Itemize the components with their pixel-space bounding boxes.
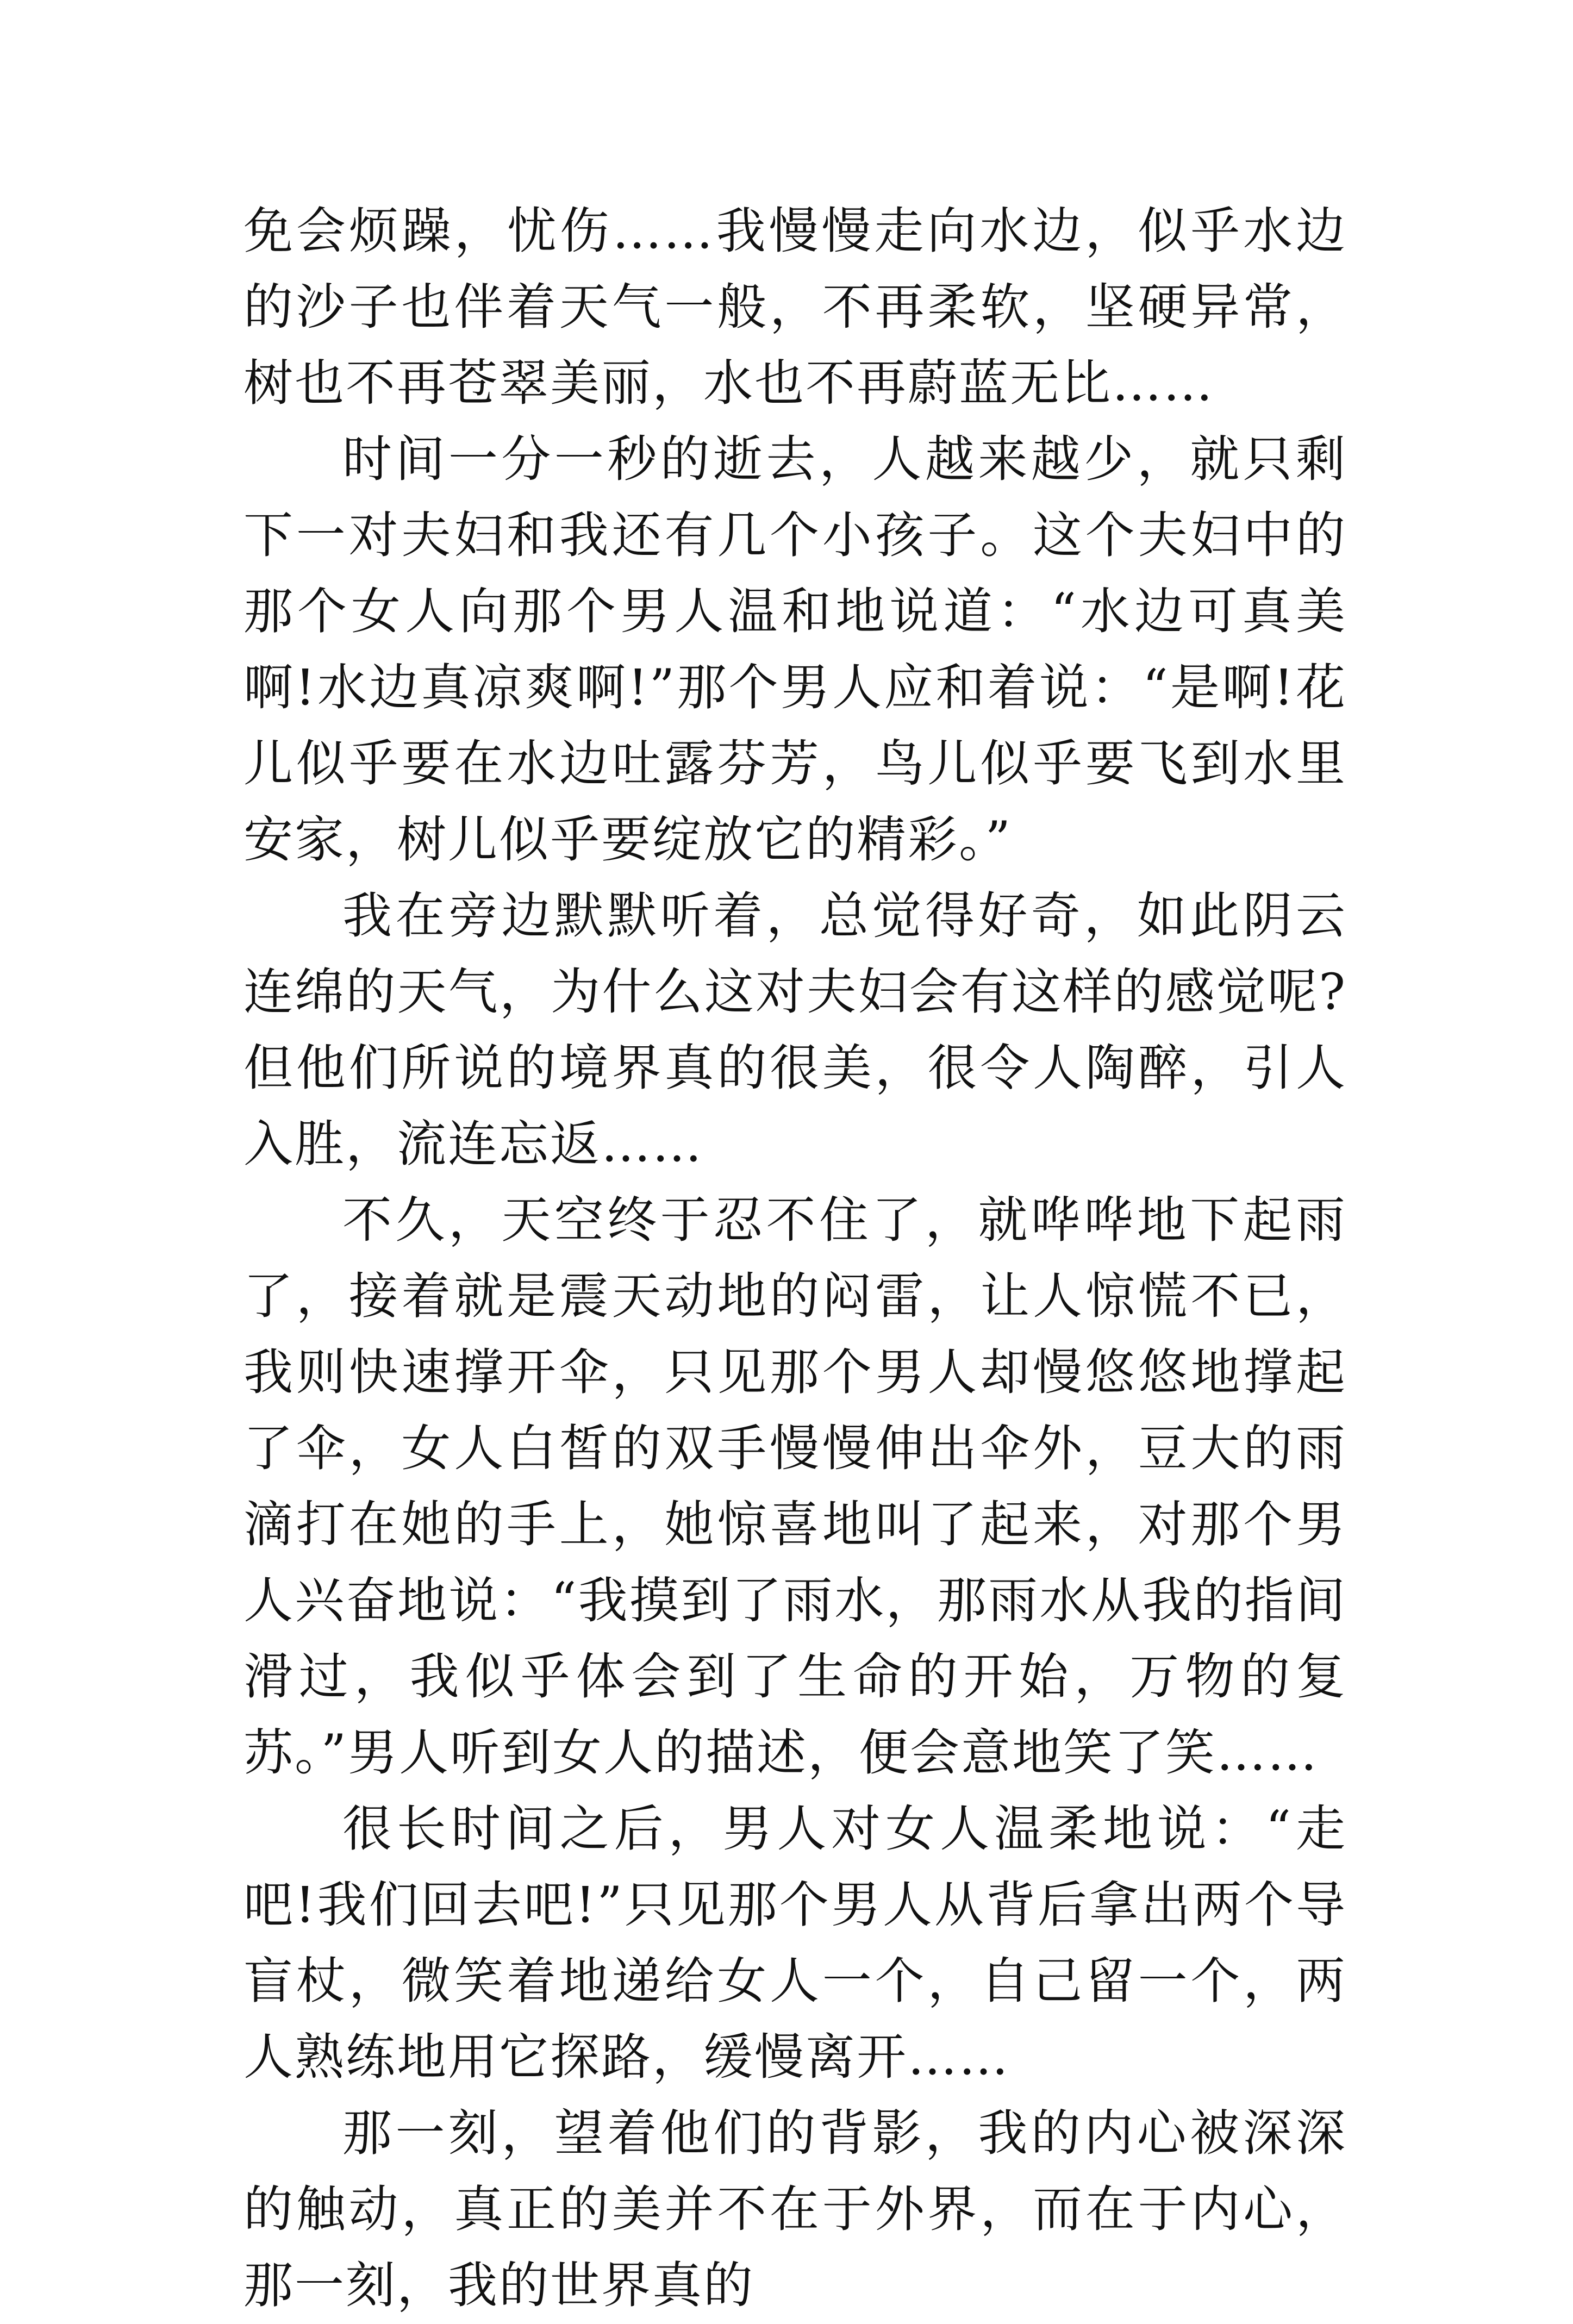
paragraph: 那一刻，望着他们的背影，我的内心被深深的触动，真正的美并不在于外界，而在于内心，那一刻，我的世界真的 [244, 2105, 1347, 2314]
paragraph-continued: 免会烦躁，忧伤……我慢慢走向水边，似乎水边的沙子也伴着天气一般，不再柔软，坚硬异常，树也不再苍翠美丽，水也不再蔚蓝无比…… [244, 203, 1347, 412]
paragraph: 不久，天空终于忍不住了，就哗哗地下起雨了，接着就是震天动地的闷雷，让人惊慌不已，我则快速撑开伞，只见那个男人却慢悠悠地撑起了伞，女人白皙的双手慢慢伸出伞外，豆大的雨滴打在她的手上，她惊喜地叫了起来，对那个男人兴奋地说：“我摸到了雨水，那雨水从我的指间滑过，我似乎体会到了生命的开始，万物的复苏。”男人听到女人的描述，便会意地笑了笑…… [244, 1192, 1347, 1782]
paragraph: 时间一分一秒的逝去，人越来越少，就只剩下一对夫妇和我还有几个小孩子。这个夫妇中的那个女人向那个男人温和地说道：“水边可真美啊!水边真凉爽啊!”那个男人应和着说：“是啊!花儿似乎要在水边吐露芬芳，鸟儿似乎要飞到水里安家，树儿似乎要绽放它的精彩。” [244, 431, 1347, 869]
essay-body [244, 193, 1347, 2324]
paragraph: 我在旁边默默听着，总觉得好奇，如此阴云连绵的天气，为什么这对夫妇会有这样的感觉呢?但他们所说的境界真的很美，很令人陶醉，引人入胜，流连忘返…… [244, 888, 1347, 1173]
paragraph: 很长时间之后，男人对女人温柔地说：“走吧!我们回去吧!”只见那个男人从背后拿出两个导盲杖，微笑着地递给女人一个，自己留一个，两人熟练地用它探路，缓慢离开…… [244, 1801, 1347, 2086]
